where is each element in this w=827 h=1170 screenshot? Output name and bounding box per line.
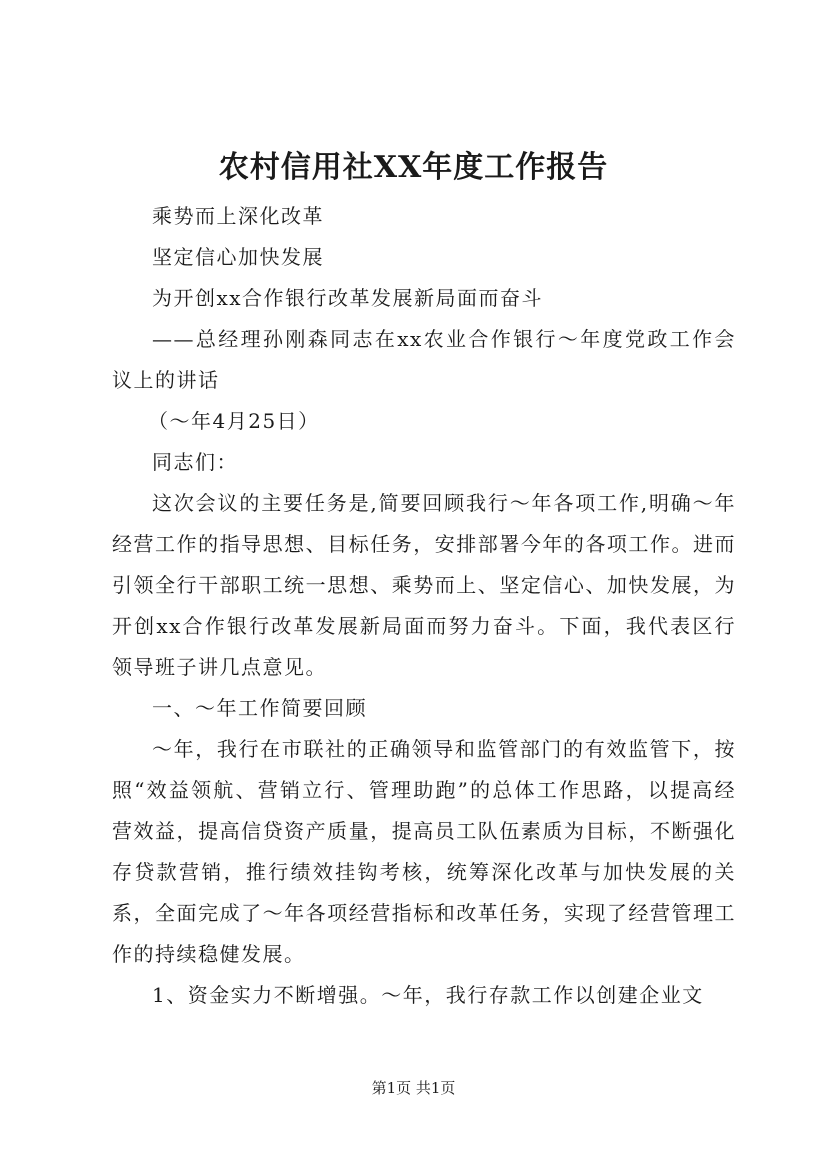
body-paragraph: ～年，我行在市联社的正确领导和监管部门的有效监管下，按照“效益领航、营销立行、管理助跑”的总体工作思路，以提高经营效益，提高信贷资产质量，提高员工队伍素质为目标，不断强化存贷款营销，推行绩效挂钩考核，统筹深化改革与加快发展的关系，全面完成了～年各项经营指标和改革任务，实现了经营管理工作的持续稳健发展。 — [112, 737, 736, 966]
document-title: 农村信用社XX年度工作报告 — [218, 150, 609, 185]
section-heading: 一、～年工作简要回顾 — [152, 696, 367, 720]
document-body — [112, 196, 736, 1016]
body-paragraph: 这次会议的主要任务是,简要回顾我行～年各项工作,明确～年经营工作的指导思想、目标任务，安排部署今年的各项工作。进而引领全行干部职工统一思想、乘势而上、坚定信心、加快发展，为开创xx合作银行改革发展新局面而努力奋斗。下面，我代表区行领导班子讲几点意见。 — [112, 491, 736, 679]
speech-date: （～年4月25日） — [148, 409, 320, 433]
subtitle-line-1: 乘势而上深化改革 — [152, 204, 324, 228]
subtitle-line-2: 坚定信心加快发展 — [152, 245, 324, 269]
page-footer: 第1页 共1页 — [371, 1079, 456, 1097]
subtitle-line-3: 为开创xx合作银行改革发展新局面而奋斗 — [152, 286, 544, 310]
body-paragraph: 1、资金实力不断增强。～年，我行存款工作以创建企业文 — [152, 983, 704, 1007]
salutation: 同志们： — [152, 450, 238, 474]
speaker-attribution: ——总经理孙刚森同志在xx农业合作银行～年度党政工作会议上的讲话 — [112, 327, 736, 392]
